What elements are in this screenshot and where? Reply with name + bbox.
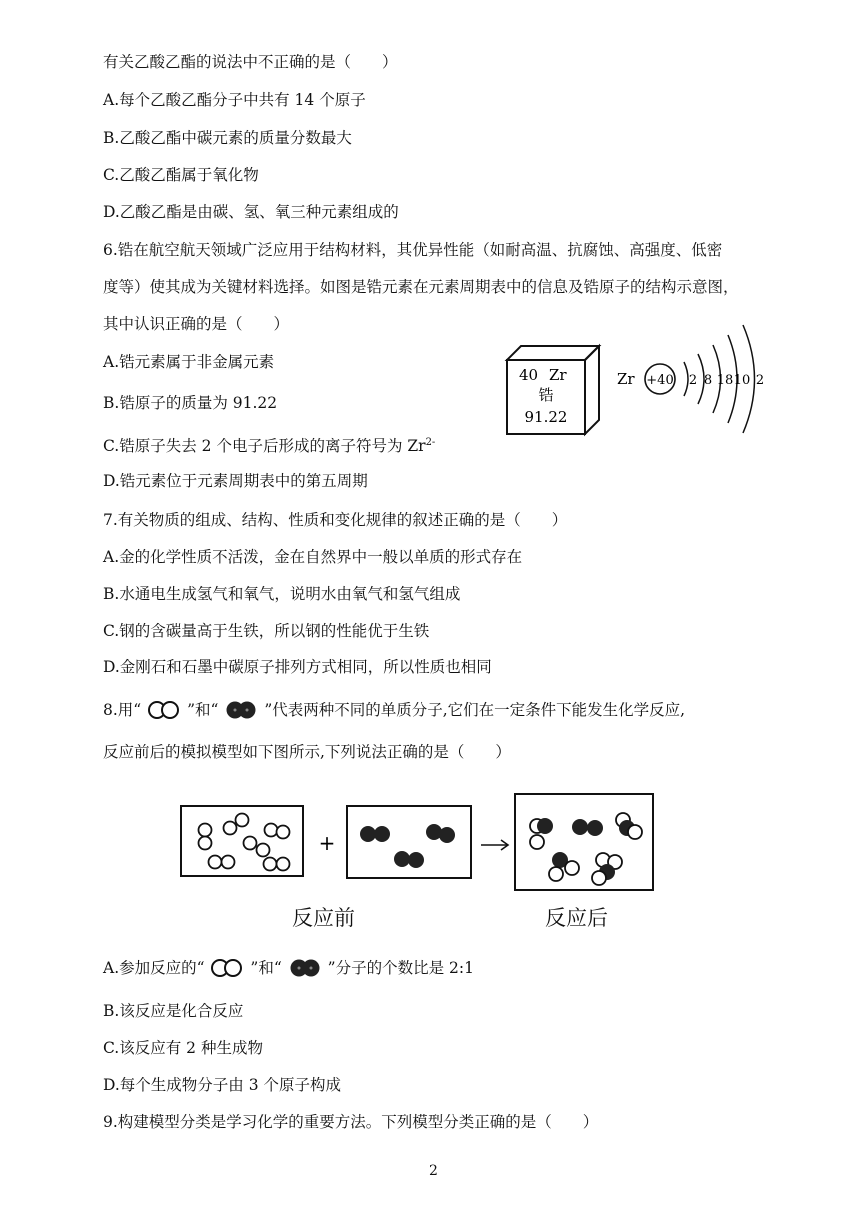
nucleus-charge: +40	[646, 373, 674, 388]
black-molecules	[360, 824, 455, 868]
shell-count-3: 18	[716, 373, 734, 388]
shell-count-4: 10	[733, 373, 751, 388]
element-name: 锆	[538, 386, 554, 404]
plus-sign: +	[318, 831, 336, 855]
shell-count-2: 8	[703, 373, 713, 388]
question-7-option-a: A.金的化学性质不活泼，金在自然界中一般以单质的形式存在	[103, 548, 523, 566]
question-9-stem: 9.构建模型分类是学习化学的重要方法。下列模型分类正确的是（ ）	[103, 1113, 599, 1131]
question-6-option-d: D.锆元素位于元素周期表中的第五周期	[103, 472, 368, 490]
question-8-stem-line2: 反应前后的模拟模型如下图所示,下列说法正确的是（ ）	[103, 743, 511, 761]
question-6-option-b: B.锆原子的质量为 91.22	[103, 394, 278, 412]
caption-after-reaction: 反应后	[545, 906, 608, 930]
page-number: 2	[429, 1163, 438, 1179]
shell-count-1: 2	[688, 373, 698, 388]
option-b: B.乙酸乙酯中碳元素的质量分数最大	[103, 129, 352, 147]
white-molecule-icon	[209, 958, 245, 978]
question-6-option-a: A.锆元素属于非金属元素	[103, 353, 275, 371]
question-7-option-d: D.金刚石和石墨中碳原子排列方式相同，所以性质也相同	[103, 658, 492, 676]
element-symbol: Zr	[549, 366, 567, 384]
after-molecules	[530, 813, 642, 885]
question-7-stem: 7.有关物质的组成、结构、性质和变化规律的叙述正确的是（ ）	[103, 511, 568, 529]
option-a: A.每个乙酸乙酯分子中共有 14 个原子	[103, 91, 366, 109]
atomic-mass: 91.22	[524, 408, 568, 426]
option-d: D.乙酸乙酯是由碳、氢、氧三种元素组成的	[103, 203, 399, 221]
element-info-box	[503, 342, 603, 442]
reaction-model-figure	[175, 788, 665, 900]
question-7-option-c: C.钢的含碳量高于生铁，所以钢的性能优于生铁	[103, 622, 430, 640]
question-stem: 有关乙酸乙酯的说法中不正确的是（ ）	[103, 53, 398, 71]
question-6-stem-line3: 其中认识正确的是（ ）	[103, 315, 290, 333]
white-molecules	[199, 814, 290, 871]
question-6-option-c: C.锆原子失去 2 个电子后形成的离子符号为 $Zr^{2-}$	[103, 437, 436, 455]
atom-structure-diagram	[612, 320, 772, 440]
question-8-option-b: B.该反应是化合反应	[103, 1002, 244, 1020]
atomic-number: 40	[519, 366, 539, 384]
question-6-stem-line2: 度等）使其成为关键材料选择。如图是锆元素在元素周期表中的信息及锆原子的结构示意图，	[103, 278, 739, 296]
electron-shell-1	[684, 362, 688, 396]
question-8-option-a: A.参加反应的“ ”和“ ”分子的个数比是 2:1	[103, 959, 474, 977]
caption-before-reaction: 反应前	[292, 906, 355, 930]
black-molecule-icon	[223, 700, 259, 720]
white-molecule-icon	[146, 700, 182, 720]
black-molecule-icon	[287, 958, 323, 978]
option-c: C.乙酸乙酯属于氧化物	[103, 166, 259, 184]
question-8-stem-line1: 8.用“ ”和“ ”代表两种不同的单质分子,它们在一定条件下能发生化学反应,	[103, 701, 686, 719]
question-8-option-d: D.每个生成物分子由 3 个原子构成	[103, 1076, 342, 1094]
question-7-option-b: B.水通电生成氢气和氧气，说明水由氧气和氢气组成	[103, 585, 461, 603]
question-6-stem-line1: 6.锆在航空航天领域广泛应用于结构材料，其优异性能（如耐高温、抗腐蚀、高强度、低密	[103, 241, 723, 259]
shell-count-5: 2	[755, 373, 765, 388]
before-box-black	[347, 806, 471, 878]
atom-symbol: Zr	[617, 370, 635, 388]
question-8-option-c: C.该反应有 2 种生成物	[103, 1039, 263, 1057]
